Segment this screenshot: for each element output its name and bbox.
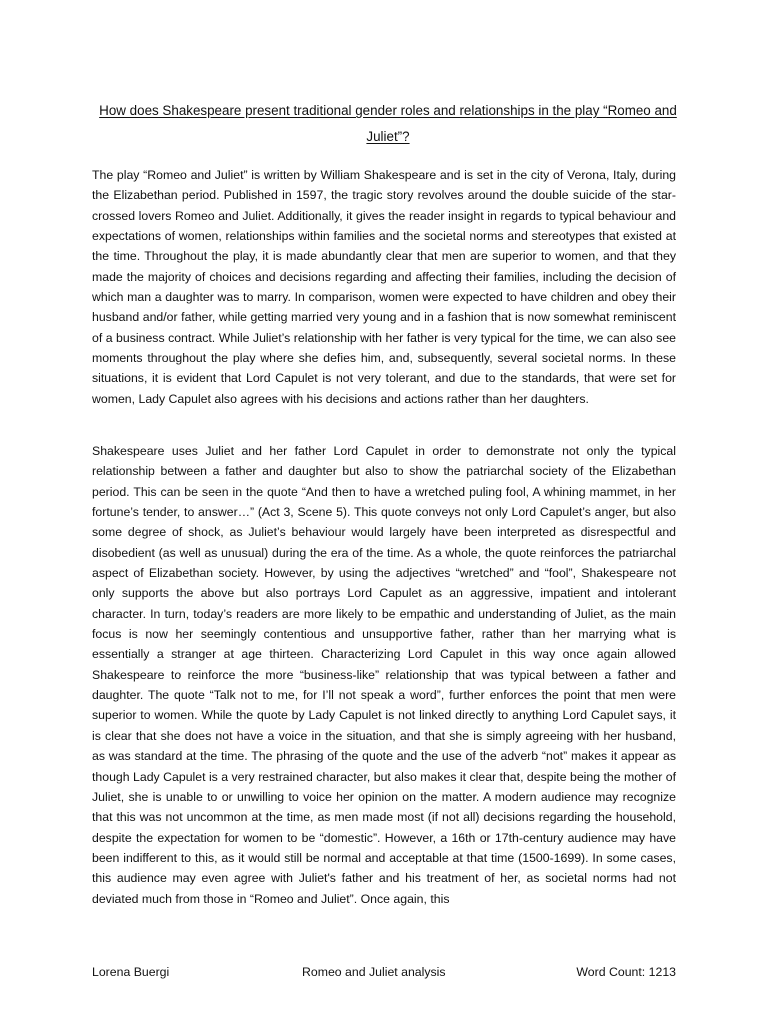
document-title: How does Shakespeare present traditional gender roles and relationships in the play “Romeo and Juliet”? <box>99 103 677 144</box>
footer-author: Lorena Buergi <box>92 965 170 979</box>
footer-word-count: Word Count: 1213 <box>576 965 676 979</box>
paragraph-1-container <box>92 165 676 409</box>
paragraph-1: The play “Romeo and Juliet” is written by William Shakespeare and is set in the city of Verona, Italy, during the Elizabethan period. Published in 1597, the tragic story revolves around the double suicide of the star-crossed lovers Romeo and Juliet. Additionally, it gives the reader insight in regards to typical behaviour and expectations of women, relationships within families and the societal norms and stereotypes that existed at the time. Throughout the play, it is made abundantly clear that men are superior to women, and that they made the majority of choices and decisions regarding and affecting their families, including the decision of which man a daughter was to marry. In comparison, women were expected to have children and obey their husband and/or father, while getting married very young and in a fashion that is now somewhat reminiscent of a business contract. While Juliet’s relationship with her father is very typical for the time, we can also see moments throughout the play where she defies him, and, subsequently, several societal norms. In these situations, it is evident that Lord Capulet is not very tolerant, and due to the standards, that were set for women, Lady Capulet also agrees with his decisions and actions rather than her daughters. <box>92 168 676 406</box>
paragraph-2-container <box>92 441 676 909</box>
paragraph-2: Shakespeare uses Juliet and her father Lord Capulet in order to demonstrate not only the typical relationship between a father and daughter but also to show the patriarchal society of the Elizabethan period. This can be seen in the quote “And then to have a wretched puling fool, A whining mammet, in her fortune’s tender, to answer…” (Act 3, Scene 5). This quote conveys not only Lord Capulet’s anger, but also some degree of shock, as Juliet’s behaviour would largely have been interpreted as disrespectful and disobedient (as well as unusual) during the era of the time. As a whole, the quote reinforces the patriarchal aspect of Elizabethan society. However, by using the adjectives “wretched” and “fool”, Shakespeare not only supports the above but also portrays Lord Capulet as an aggressive, impatient and intolerant character. In turn, today’s readers are more likely to be empathic and understanding of Juliet, as the main focus is now her seemingly contentious and unsupportive father, rather than her marrying what is essentially a stranger at age thirteen. Characterizing Lord Capulet in this way once again allowed Shakespeare to reinforce the more “business-like” relationship that was typical between a father and daughter. The quote “Talk not to me, for I’ll not speak a word”, further enforces the point that men were superior to women. While the quote by Lady Capulet is not linked directly to anything Lord Capulet says, it is clear that she does not have a voice in the situation, and that she is simply agreeing with her husband, as was standard at the time. The phrasing of the quote and the use of the adverb “not” makes it appear as though Lady Capulet is a very restrained character, but also makes it clear that, despite being the mother of Juliet, she is unable to or unwilling to voice her opinion on the matter. A modern audience may recognize that this was not uncommon at the time, as men made most (if not all) decisions regarding the household, despite the expectation for women to be “domestic”. However, a 16th or 17th-century audience may have been indifferent to this, as it would still be normal and acceptable at that time (1500-1699). In some cases, this audience may even agree with Juliet's father and his treatment of her, as societal norms had not deviated much from those in “Romeo and Juliet”. Once again, this <box>92 444 676 906</box>
footer-document-title: Romeo and Juliet analysis <box>302 965 446 979</box>
